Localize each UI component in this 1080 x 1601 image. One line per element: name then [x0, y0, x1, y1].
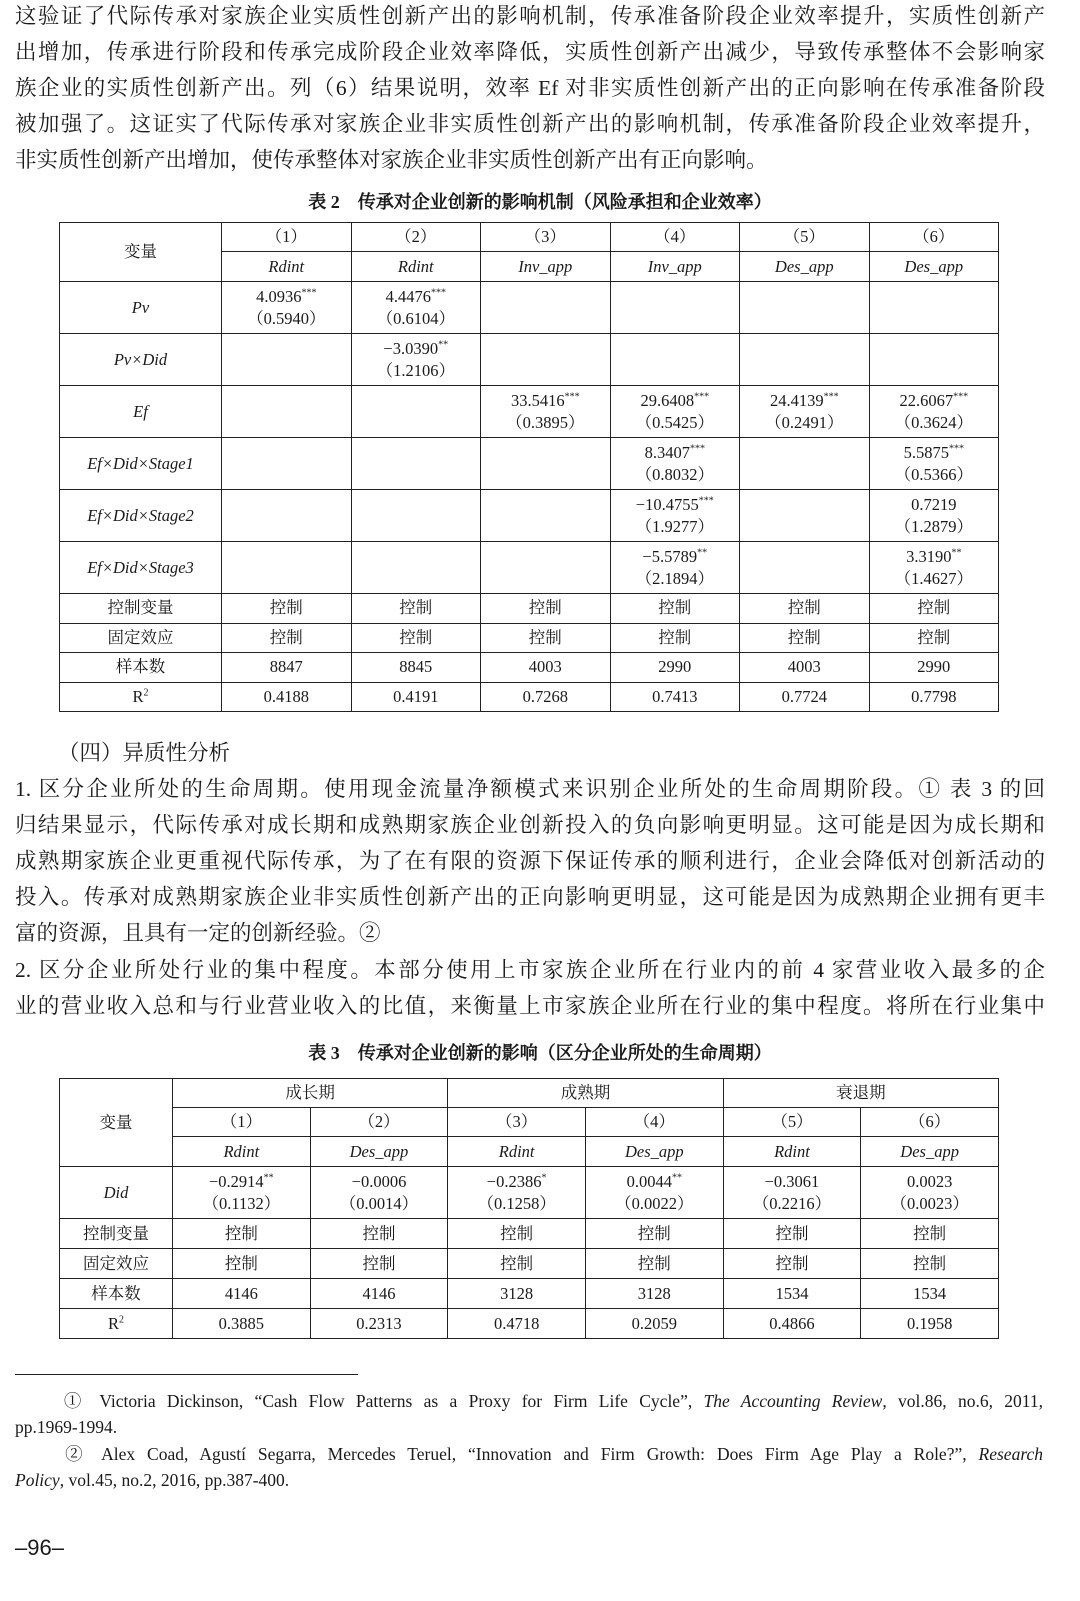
table-row	[60, 282, 999, 334]
table-cell	[222, 386, 352, 438]
column-number: （3）	[481, 223, 611, 252]
table-cell: 控制	[481, 623, 611, 653]
coef-value: 3.3190	[906, 546, 952, 566]
header-row	[60, 1108, 999, 1137]
standard-error: （0.5425）	[635, 412, 714, 432]
standard-error: （1.2879）	[894, 516, 973, 536]
coef-value: 0.0044	[626, 1171, 672, 1191]
coefficient	[611, 546, 740, 568]
table-cell	[222, 282, 352, 334]
row-label: 样本数	[60, 1279, 173, 1309]
table-cell: 控制	[481, 594, 611, 624]
standard-error: （0.8032）	[635, 464, 714, 484]
table-cell: 控制	[740, 594, 870, 624]
coef-value: −0.2386	[486, 1171, 542, 1191]
coef-value: −3.0390	[383, 338, 439, 358]
table-cell: 控制	[222, 594, 352, 624]
table-cell: 控制	[869, 594, 999, 624]
group-header: 衰退期	[723, 1079, 998, 1108]
table-cell	[351, 542, 481, 594]
text-line: 出增加，传承进行阶段和传承完成阶段企业效率降低，实质性创新产出减少，导致传承整体不会影响家	[15, 40, 1045, 64]
column-number: （6）	[869, 223, 999, 252]
table-cell: 控制	[610, 623, 740, 653]
coefficient	[222, 286, 351, 308]
dependent-variable: Inv_app	[481, 252, 611, 282]
coef-value: −0.0006	[351, 1171, 407, 1191]
significance-stars: ***	[694, 391, 710, 402]
table-cell	[481, 438, 611, 490]
table-cell	[869, 282, 999, 334]
standard-error: （0.3895）	[506, 412, 585, 432]
text-line: 族企业的实质性创新产出。列（6）结果说明，效率 Ef 对非实质性创新产出的正向影响在传承准备阶段	[15, 76, 1045, 100]
table-cell	[481, 490, 611, 542]
variable-header: 变量	[60, 1079, 173, 1167]
table-cell: 4003	[740, 653, 870, 683]
column-number: （2）	[351, 223, 481, 252]
table-row	[60, 653, 999, 683]
table-cell	[869, 334, 999, 386]
coefficient	[611, 494, 740, 516]
table-cell	[740, 438, 870, 490]
table-cell	[481, 282, 611, 334]
table-row	[60, 542, 999, 594]
standard-error: （1.9277）	[635, 516, 714, 536]
table-cell: 控制	[448, 1219, 586, 1249]
row-label: 控制变量	[60, 1219, 173, 1249]
significance-stars: ***	[953, 391, 969, 402]
text-line: 业的营业收入总和与行业营业收入的比值，来衡量上市家族企业所在行业的集中程度。将所在行业集中	[15, 994, 1045, 1018]
footnote-line	[15, 1414, 1043, 1440]
row-variable: Ef	[60, 386, 222, 438]
table-cell: 1534	[861, 1279, 999, 1309]
table-cell	[222, 334, 352, 386]
table-cell: 8847	[222, 653, 352, 683]
table-cell: 4146	[173, 1279, 311, 1309]
text-line: 被加强了。这证实了代际传承对家族企业非实质性创新产出的影响机制，传承准备阶段企业效率提升，	[15, 112, 1045, 136]
row-label: 固定效应	[60, 623, 222, 653]
table-cell: 控制	[723, 1249, 861, 1279]
table-cell	[610, 334, 740, 386]
table-cell	[222, 438, 352, 490]
table-cell: 控制	[351, 594, 481, 624]
table-cell	[740, 490, 870, 542]
table-cell	[351, 490, 481, 542]
table-cell: 控制	[585, 1219, 723, 1249]
footnote-text: , vol.86, no.6, 2011,	[882, 1391, 1043, 1411]
table-row	[60, 490, 999, 542]
table-cell	[869, 490, 999, 542]
table-cell: 控制	[861, 1249, 999, 1279]
coefficient	[352, 338, 481, 360]
dependent-variable: Des_app	[861, 1137, 999, 1167]
table-cell: 控制	[585, 1249, 723, 1279]
group-header: 成熟期	[448, 1079, 723, 1108]
coef-value: 4.4476	[385, 286, 431, 306]
table-cell	[740, 282, 870, 334]
standard-error: （0.0014）	[339, 1193, 419, 1213]
dependent-variable: Des_app	[585, 1137, 723, 1167]
coefficient	[611, 442, 740, 464]
significance-stars: *	[541, 1172, 547, 1183]
footnote-text: pp.1969-1994.	[15, 1417, 118, 1437]
footnote-divider	[15, 1374, 358, 1375]
coefficient	[870, 442, 999, 464]
coef-value: −5.5789	[642, 546, 698, 566]
dependent-variable: Des_app	[869, 252, 999, 282]
text-line: 这验证了代际传承对家族企业实质性创新产出的影响机制，传承准备阶段企业效率提升，实质性创新产	[15, 4, 1045, 28]
column-number: （4）	[610, 223, 740, 252]
coefficient	[740, 390, 869, 412]
table-row	[60, 1219, 999, 1249]
table-row	[60, 386, 999, 438]
text-line: 非实质性创新产出增加，使传承整体对家族企业非实质性创新产出有正向影响。	[15, 148, 768, 172]
standard-error: （0.2491）	[765, 412, 844, 432]
coef-value: 5.5875	[903, 442, 949, 462]
table-cell	[222, 542, 352, 594]
table-cell: 2990	[610, 653, 740, 683]
table-cell	[222, 490, 352, 542]
table2-mechanism	[59, 222, 999, 712]
table-cell	[610, 386, 740, 438]
table-cell: 4146	[310, 1279, 448, 1309]
column-number: （4）	[585, 1108, 723, 1137]
text-line: 投入。传承对成熟期家族企业非实质性创新产出的正向影响更明显，这可能是因为成熟期企业拥有更丰	[15, 885, 1045, 909]
table-cell: 控制	[310, 1219, 448, 1249]
significance-stars: ***	[564, 391, 580, 402]
table-cell	[585, 1167, 723, 1219]
table-cell	[310, 1167, 448, 1219]
coefficient	[870, 390, 999, 412]
table-cell: 0.3885	[173, 1309, 311, 1339]
column-number: （5）	[740, 223, 870, 252]
table-cell	[481, 542, 611, 594]
column-number: （1）	[173, 1108, 311, 1137]
table-cell: 控制	[351, 623, 481, 653]
coefficient	[611, 390, 740, 412]
significance-stars: ***	[689, 443, 705, 454]
significance-stars: **	[263, 1172, 274, 1183]
table-cell: 控制	[310, 1249, 448, 1279]
table-cell	[610, 282, 740, 334]
standard-error: （0.0022）	[615, 1193, 694, 1213]
r-squared-label: $R^2$	[60, 1309, 173, 1339]
table-cell: 0.7413	[610, 682, 740, 712]
significance-stars: **	[671, 1172, 682, 1183]
table-cell: 控制	[723, 1219, 861, 1249]
table-cell	[861, 1167, 999, 1219]
standard-error: （0.3624）	[894, 412, 973, 432]
coef-value: −10.4755	[635, 494, 699, 514]
page-number: –96–	[15, 1535, 64, 1560]
standard-error: （1.2106）	[376, 360, 455, 380]
standard-error: （0.6104）	[376, 308, 455, 328]
table-row	[60, 1249, 999, 1279]
table-cell	[740, 386, 870, 438]
significance-stars: ***	[430, 287, 446, 298]
significance-stars: ***	[948, 443, 964, 454]
coefficient	[352, 286, 481, 308]
column-number: （3）	[448, 1108, 586, 1137]
standard-error: （2.1894）	[635, 568, 714, 588]
table-cell	[448, 1167, 586, 1219]
table-cell: 3128	[585, 1279, 723, 1309]
table-cell: 控制	[869, 623, 999, 653]
significance-stars: ***	[698, 495, 714, 506]
table-cell	[723, 1167, 861, 1219]
table-cell	[740, 334, 870, 386]
dependent-variable: Rdint	[173, 1137, 311, 1167]
table-cell: 控制	[222, 623, 352, 653]
coef-value: 0.7219	[911, 494, 957, 514]
header-row	[60, 223, 999, 252]
text-line: 1. 区分企业所处的生命周期。使用现金流量净额模式来识别企业所处的生命周期阶段。① 表 3 的回	[15, 777, 1045, 801]
coef-value: −0.3061	[764, 1171, 820, 1191]
footnote-text: , vol.45, no.2, 2016, pp.387-400.	[59, 1470, 290, 1490]
footnote-text: ① Victoria Dickinson, “Cash Flow Patterns as a Proxy for Firm Life Cycle”,	[15, 1391, 704, 1411]
table-cell	[351, 438, 481, 490]
standard-error: （0.5940）	[247, 308, 326, 328]
table-row	[60, 682, 999, 712]
table-cell	[610, 490, 740, 542]
footnote-text: ② Alex Coad, Agustí Segarra, Mercedes Teruel, “Innovation and Firm Growth: Does Firm Age Play a Role?”,	[15, 1444, 979, 1464]
table-cell: 0.7798	[869, 682, 999, 712]
coef-value: 33.5416	[510, 390, 565, 410]
dependent-variable: Des_app	[740, 252, 870, 282]
depvar-row	[60, 1137, 999, 1167]
row-label: 样本数	[60, 653, 222, 683]
table-cell: 2990	[869, 653, 999, 683]
dependent-variable: Rdint	[723, 1137, 861, 1167]
table-row	[60, 594, 999, 624]
table3-caption: 表 3 传承对企业创新的影响（区分企业所处的生命周期）	[308, 1043, 772, 1063]
table-cell: 控制	[448, 1249, 586, 1279]
table-cell: 0.4191	[351, 682, 481, 712]
table-row	[60, 623, 999, 653]
row-variable: Pv	[60, 282, 222, 334]
coefficient	[173, 1171, 310, 1193]
table-cell	[869, 542, 999, 594]
table-cell	[481, 386, 611, 438]
footnote-journal: Policy	[15, 1470, 60, 1490]
table3-life-cycle	[59, 1078, 999, 1339]
coefficient	[870, 546, 999, 568]
variable-header: 变量	[60, 223, 222, 282]
table-row	[60, 1279, 999, 1309]
table-cell: 0.1958	[861, 1309, 999, 1339]
standard-error: （0.2216）	[752, 1193, 832, 1213]
coef-value: 24.4139	[769, 390, 824, 410]
table-cell: 0.7724	[740, 682, 870, 712]
coefficient	[586, 1171, 723, 1193]
row-label: 控制变量	[60, 594, 222, 624]
dependent-variable: Des_app	[310, 1137, 448, 1167]
row-variable: Pv×Did	[60, 334, 222, 386]
footnote-line	[15, 1388, 1043, 1414]
header-row	[60, 1079, 999, 1108]
coefficient	[481, 390, 610, 412]
section-heading: （四）异质性分析	[58, 741, 231, 765]
table-cell	[869, 438, 999, 490]
coef-value: 29.6408	[640, 390, 695, 410]
table-cell: 控制	[173, 1219, 311, 1249]
coefficient	[311, 1171, 448, 1193]
table-cell: 4003	[481, 653, 611, 683]
table-cell	[351, 386, 481, 438]
table-cell	[481, 334, 611, 386]
coef-value: −0.2914	[208, 1171, 264, 1191]
table-row	[60, 1309, 999, 1339]
column-number: （1）	[222, 223, 352, 252]
row-variable: Did	[60, 1167, 173, 1219]
standard-error: （0.5366）	[894, 464, 973, 484]
table-cell	[173, 1167, 311, 1219]
standard-error: （1.4627）	[894, 568, 973, 588]
standard-error: （0.0023）	[890, 1193, 969, 1213]
row-label: 固定效应	[60, 1249, 173, 1279]
table-cell	[740, 542, 870, 594]
table-cell: 3128	[448, 1279, 586, 1309]
table-row	[60, 1167, 999, 1219]
significance-stars: ***	[823, 391, 839, 402]
table-cell: 控制	[861, 1219, 999, 1249]
dependent-variable: Rdint	[222, 252, 352, 282]
standard-error: （0.1258）	[477, 1193, 556, 1213]
table-cell: 0.2059	[585, 1309, 723, 1339]
table-cell: 控制	[173, 1249, 311, 1279]
table-cell	[351, 282, 481, 334]
table-cell: 控制	[740, 623, 870, 653]
table-row	[60, 334, 999, 386]
dependent-variable: Rdint	[351, 252, 481, 282]
table-cell: 控制	[610, 594, 740, 624]
footnote-line	[15, 1467, 1043, 1493]
column-number: （2）	[310, 1108, 448, 1137]
text-line: 富的资源，且具有一定的创新经验。②	[15, 921, 381, 945]
column-number: （6）	[861, 1108, 999, 1137]
footnote-journal: The Accounting Review	[703, 1391, 883, 1411]
table-cell	[351, 334, 481, 386]
row-variable: Ef×Did×Stage2	[60, 490, 222, 542]
coefficient	[448, 1171, 585, 1193]
footnote-line	[15, 1441, 1043, 1467]
text-line: 2. 区分企业所处行业的集中程度。本部分使用上市家族企业所在行业内的前 4 家营业收入最多的企	[15, 958, 1045, 982]
table-cell: 0.4866	[723, 1309, 861, 1339]
significance-stars: **	[438, 339, 449, 350]
coef-value: 22.6067	[899, 390, 954, 410]
dependent-variable: Inv_app	[610, 252, 740, 282]
significance-stars: **	[951, 547, 962, 558]
table-cell: 8845	[351, 653, 481, 683]
r-squared-label: $R^2$	[60, 682, 222, 712]
coefficient	[724, 1171, 861, 1193]
significance-stars: **	[697, 547, 708, 558]
row-variable: Ef×Did×Stage1	[60, 438, 222, 490]
text-line: 成熟期家族企业更重视代际传承，为了在有限的资源下保证传承的顺利进行，企业会降低对创新活动的	[15, 849, 1045, 873]
column-number: （5）	[723, 1108, 861, 1137]
coef-value: 4.0936	[256, 286, 302, 306]
coefficient	[870, 494, 999, 516]
footnote-journal: Research	[978, 1444, 1043, 1464]
significance-stars: ***	[301, 287, 317, 298]
table-cell	[869, 386, 999, 438]
coef-value: 0.0023	[906, 1171, 953, 1191]
table-row	[60, 438, 999, 490]
table2-caption: 表 2 传承对企业创新的影响机制（风险承担和企业效率）	[308, 192, 772, 212]
table-cell: 0.4718	[448, 1309, 586, 1339]
table-cell: 0.4188	[222, 682, 352, 712]
table-cell	[610, 542, 740, 594]
standard-error: （0.1132）	[202, 1193, 281, 1213]
table-cell	[610, 438, 740, 490]
dependent-variable: Rdint	[448, 1137, 586, 1167]
table-cell: 1534	[723, 1279, 861, 1309]
row-variable: Ef×Did×Stage3	[60, 542, 222, 594]
text-line: 归结果显示，代际传承对成长期和成熟期家族企业创新投入的负向影响更明显。这可能是因为成长期和	[15, 813, 1045, 837]
table-cell: 0.7268	[481, 682, 611, 712]
table-cell: 0.2313	[310, 1309, 448, 1339]
coefficient	[861, 1171, 998, 1193]
coef-value: 8.3407	[644, 442, 690, 462]
group-header: 成长期	[173, 1079, 448, 1108]
